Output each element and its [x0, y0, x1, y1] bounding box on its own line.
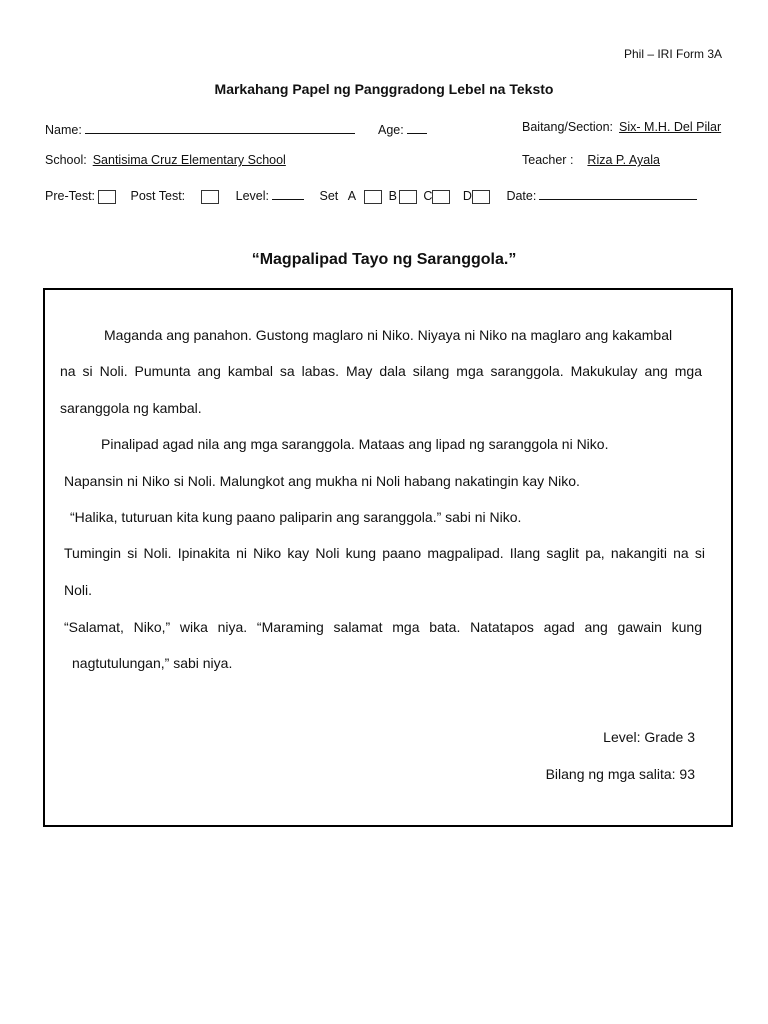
- story-line: Maganda ang panahon. Gustong maglaro ni Niko. Niyaya ni Niko na maglaro ang kakambal: [104, 327, 673, 343]
- date-label: Date:: [506, 189, 537, 203]
- posttest-label: Post Test:: [130, 189, 186, 203]
- level-blank[interactable]: [272, 186, 304, 200]
- set-label: Set: [319, 189, 339, 203]
- story-line: Napansin ni Niko si Noli. Malungkot ang mukha ni Noli habang nakatingin kay Niko.: [64, 473, 580, 489]
- set-a-label: A: [347, 189, 357, 203]
- set-d-label: D: [462, 189, 472, 203]
- school-value: Santisima Cruz Elementary School: [92, 153, 286, 167]
- story-line: “Halika, tuturuan kita kung paano paliparin ang saranggola.” sabi ni Niko.: [70, 509, 522, 525]
- test-type-field: [45, 186, 697, 204]
- teacher-field: [522, 153, 660, 167]
- story-line: Noli.: [64, 582, 93, 598]
- name-label: Name:: [45, 123, 82, 137]
- age-label: Age:: [378, 123, 404, 137]
- story-line: Tumingin si Noli. Ipinakita ni Niko kay Noli kung paano magpalipad. Ilang saglit pa, nakangiti na si: [64, 545, 705, 561]
- name-field: [45, 120, 355, 137]
- teacher-label: Teacher :: [522, 153, 574, 167]
- name-blank[interactable]: [85, 120, 355, 134]
- age-field: [378, 120, 427, 137]
- story-line: nagtutulungan,” sabi niya.: [72, 655, 233, 671]
- age-blank[interactable]: [407, 120, 427, 134]
- level-label: Level:: [235, 189, 270, 203]
- teacher-value: Riza P. Ayala: [587, 153, 660, 167]
- grade-level: Level: Grade 3: [603, 729, 695, 745]
- set-a-checkbox[interactable]: [364, 190, 382, 204]
- set-d-checkbox[interactable]: [472, 190, 490, 204]
- story-line: “Salamat, Niko,” wika niya. “Maraming salamat mga bata. Natatapos agad ang gawain kung: [64, 619, 702, 635]
- story-line: na si Noli. Pumunta ang kambal sa labas. May dala silang mga saranggola. Makukulay ang mga: [60, 363, 702, 379]
- school-field: [45, 153, 286, 167]
- set-b-checkbox[interactable]: [399, 190, 417, 204]
- word-count: Bilang ng mga salita: 93: [545, 766, 695, 782]
- pretest-checkbox[interactable]: [98, 190, 116, 204]
- story-line: Pinalipad agad nila ang mga saranggola. Mataas ang lipad ng saranggola ni Niko.: [101, 436, 609, 452]
- section-label: Baitang/Section:: [522, 120, 614, 134]
- story-title: “Magpalipad Tayo ng Saranggola.”: [251, 251, 517, 268]
- set-b-label: B: [388, 189, 397, 203]
- document-title: Markahang Papel ng Panggradong Lebel na Teksto: [214, 81, 554, 97]
- section-value: Six- M.H. Del Pilar: [619, 120, 722, 134]
- story-box: [43, 288, 733, 827]
- pretest-label: Pre-Test:: [45, 189, 96, 203]
- date-blank[interactable]: [539, 186, 697, 200]
- section-field: [522, 120, 721, 134]
- form-code: Phil – IRI Form 3A: [623, 47, 722, 61]
- posttest-checkbox[interactable]: [201, 190, 219, 204]
- story-line: saranggola ng kambal.: [60, 400, 202, 416]
- set-c-checkbox[interactable]: [432, 190, 450, 204]
- set-c-label: C: [423, 189, 433, 203]
- school-label: School:: [45, 153, 87, 167]
